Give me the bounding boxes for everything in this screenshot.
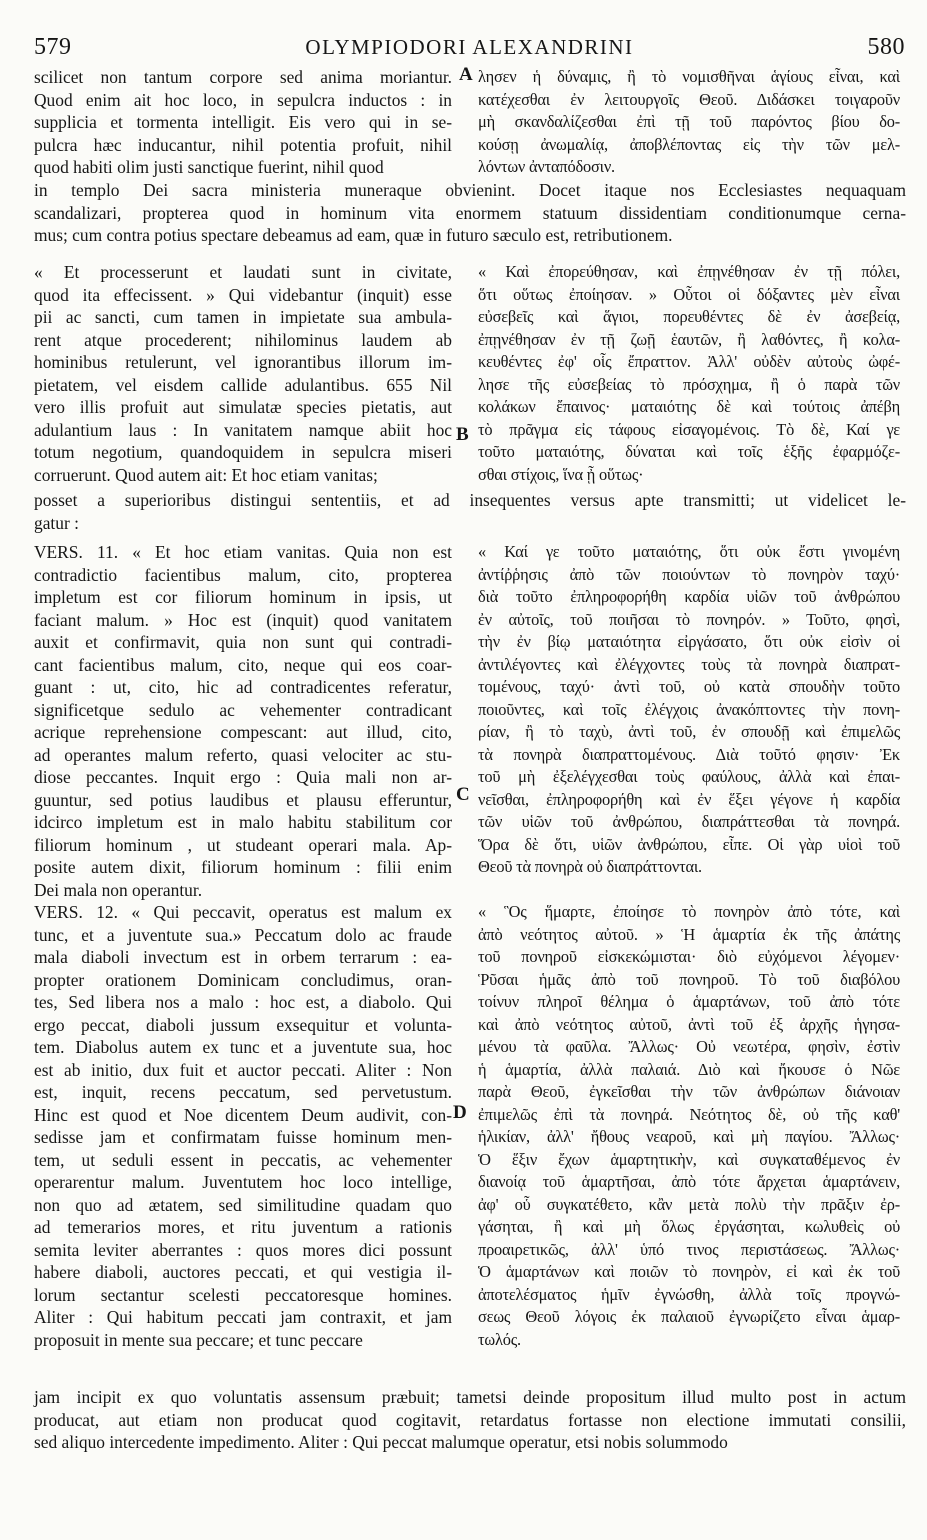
text-line: τομένους, ταχύ· ἀντὶ τοῦ, οὐ κατὰ σπουδὴν τοῦτο [478,677,900,696]
text-line: ρίαν, ἢ τὸ ταχὺ, ἀντὶ τοῦ, ἐν σπουδῇ καὶ ἐπιμελῶς [478,722,900,741]
text-line: Ὁ ἕξιν ἔχων ἁμαρτητικὴν, καὶ συγκαταθέμενος ἐν [478,1149,900,1169]
page-number-left: 579 [34,34,72,60]
text-line: tunc, et a juventute sua.» Peccatum dolo ac fraude [34,924,452,945]
text-line: γάσηται, ἢ καὶ μὴ ὅλως ἐργάσηται, κωλυθεὶς οὐ [478,1217,900,1236]
text-line: non quo ad ætatem, sed similitudine quadam quo [34,1194,452,1215]
text-line: Quod enim ait hoc loco, in sepulcra inductos : in [34,89,452,110]
text-line: κατέχεσθαι ἐν λειτουργοῖς Θεοῦ. Διδάσκει τοιγαροῦν [478,89,900,109]
text-line: ἡλικίαν, ἀλλ' ἤθους νεαροῦ, καὶ μὴ παγίου. Ἄλλως· [478,1127,900,1146]
text-line: τοῦτο ματαιότης, δύναται καὶ τοῖς ἑξῆς ἐφαρμόζε- [478,442,900,461]
text-line: ποιοῦντες, καὶ τοῖς ἐλέγχοις ἀνακόπτοντες τὴν πονη- [478,699,900,719]
text-line: corruerunt. Quod autem ait: Et hoc etiam vanitas; [34,464,378,485]
text-line: ad operantes malum referto, quasi velociter ac stu- [34,744,452,765]
text-line: guant : ut, cito, hic ad contradicentes referatur, [34,677,452,697]
full-width-paragraph-3 [34,1386,906,1454]
text-line: propter orationem Dominicam concludimus, oran- [34,969,452,990]
text-line: ἐπῃνέθησαν ἐν τῇ ζωῇ ἑαυτῶν, ἢ λαθόντες, ἢ κολα- [478,329,900,349]
text-line: ἐπιμελῶς ἐπὶ τὰ πονηρά. Νεότητος δὲ, οὐ τῆς καθ' [478,1104,900,1124]
text-line: ὅτι οὕτως ἐποίησαν. » Οὗτοι οἱ δόξαντες μὲν εἶναι [478,284,900,304]
text-line: τοίνυν πληροῖ θέλημα ὁ ἁμαρτάνων, τοῦ ἀπὸ τότε [478,992,900,1011]
text-line: tem. Diabolus autem ex tunc et a juventute sua, hoc [34,1037,452,1057]
text-line: διανοίᾳ τοῦ ἁμαρτῆσαι, ἀπὸ τότε ἄρχεται ἁμαρτάνειν, [478,1172,900,1191]
text-line: Ὁ ἁμαρτάνων καὶ ποιῶν τὸ πονηρὸν, εἰ καὶ ἐκ τοῦ [478,1262,900,1281]
text-line: semita leviter aberrantes : quos mores dici possunt [34,1239,452,1260]
text-line: in templo Dei sacra ministeria muneraque obvienint. Docet itaque nos Ecclesiastes nequaquam [34,180,906,200]
text-line: tes, Sed libera nos a malo : hoc est, a diabolo. Qui [34,992,452,1012]
text-line: pii ac sancti, cum tamen in impietate sua ambula- [34,307,452,327]
text-line: significetque sedulo ac vehementer contradicant [34,699,452,720]
text-line: τὰ πονηρὰ διαπραττομένους. Διὰ τοῦτό φησιν· Ἐκ [478,744,900,764]
text-line: προαιρετικῶς, ἀλλ' ὑπό τινος περιστάσεως. Ἄλλως· [478,1239,900,1259]
text-line: τωλός. [478,1329,521,1349]
text-line: tem, ut seduli essent in peccatis, ac vehementer [34,1149,452,1170]
text-line [478,879,900,902]
text-line: sed aliquo intercedente impedimento. Aliter : Qui peccat malumque operatur, etsi nobis solummodo [34,1432,728,1452]
text-line: μένου τὰ φαῦλα. Ἄλλως· Οὐ νεωτέρα, φησὶν, ἐστὶν [478,1037,900,1056]
text-line: τοῦ μὴ ἐξελέγχεσθαι τοὺς φαύλους, ἀλλὰ καὶ ἐπαι- [478,767,900,786]
text-line: quod habiti olim justi sanctique fuerint, nihil quod [34,157,384,177]
text-line: sedisse jam et confirmatam fuisse hominum men- [34,1127,452,1147]
text-line: est ab initio, dux fuit et auctor peccati. Aliter : Non [34,1059,452,1080]
text-line: proposuit in mente sua peccare; et tunc peccare [34,1329,363,1350]
text-line: ad temerarios mores, et ritu juventum a rationis [34,1217,452,1237]
section-marker-c: C [456,784,470,805]
text-line: καὶ ἀπὸ νεότητος αὐτοῦ, ἀντὶ τοῦ ἐξ ἀρχῆς ἡγησα- [478,1014,900,1034]
text-line: Ῥῦσαι ἡμᾶς ἀπὸ τοῦ πονηροῦ. Τὸ τοῦ διαβόλου [478,969,900,989]
text-line: τοῦ πονηροῦ εἰσκεκώμισται· διὸ εὐχόμενοι λέγομεν· [478,947,900,966]
text-line: diose peccantes. Inquit ergo : Quia mali non ar- [34,767,452,787]
text-line: « Καὶ ἐπορεύθησαν, καὶ ἐπῃνέθησαν ἐν τῇ πόλει, [478,262,900,281]
greek-column-block-3 [478,541,900,1351]
text-line: est, inquit, recens peccatum, sed pervetustum. [34,1082,452,1102]
text-line: Hinc est quod et Noe dicentem Deum audivit, con- [34,1104,452,1125]
text-line: ἀντιλέγοντες καὶ ἐλέγχοντες τοὺς τὰ πονηρὰ διαπρατ- [478,654,900,674]
text-line: σθαι στίχοις, ἵνα ᾖ οὕτως· [478,464,644,484]
text-line: cant facientibus malum, cito, neque qui eos coar- [34,654,452,675]
text-line: posite autem dixit, filiorum hominum : filii enim [34,857,452,877]
text-line: ergo peccat, diaboli jussum exsequitur et volunta- [34,1014,452,1035]
text-line: scandalizari, propterea quod in hominum vita enormem statuum dissidentiam conditionumque cerna- [34,202,906,223]
text-line: quod ita effecissent. » Qui videbantur (inquit) esse [34,284,452,305]
text-line: scilicet non tantum corpore sed anima moriantur. [34,67,452,87]
text-line: acrique reprehensione compescant: aut illud, cito, [34,722,452,742]
text-line: νεῖσθαι, ἐπληροφορήθη καὶ ἐν ἕξει γέγονε ἡ καρδία [478,789,900,809]
text-line: διὰ τοῦτο ἐπληροφορήθη καρδία υἱῶν τοῦ ἀνθρώπου [478,587,900,606]
text-line: Ὅρα δὲ ὅτι, υἱῶν ἀνθρώπου, εἶπε. Οἱ γὰρ υἱοὶ τοῦ [478,834,900,854]
page-header [34,34,905,62]
text-line: ἀντίῤῥησις ἀπὸ τῶν ποιούντων τὸ πονηρὸν ταχύ· [478,564,900,584]
text-line: vero illis profuit aut simulatæ species pietatis, aut [34,397,452,417]
text-line: τὸ πρᾶγμα εἰς τάφους εἰσαγομένοις. Τὸ δὲ, Καί γε [478,419,900,439]
text-line: guuntur, sed potius laudibus et plausu efferuntur, [34,789,452,810]
text-line: faciant malum. » Hoc est (inquit) quod vanitatem [34,609,452,630]
text-line: auxit et confirmavit, quia non sunt qui contradi- [34,632,452,652]
text-line: Dei mala non operantur. [34,879,203,900]
text-line: κούσῃ ἀνωμαλίᾳ, ἀποβλέποντας εἰς τὴν τῶν μελ- [478,134,900,154]
text-line: filiorum hominum , ut studeant operari mala. Ap- [34,834,452,855]
text-line: ἀποτελέσματος ἡμῖν ἐγνώσθη, ἀλλὰ τοῖς προγνώ- [478,1284,900,1304]
text-line: κευθέντες ἐφ' οἷς ἔπραττον. Ἀλλ' οὐδὲν αὐτοὺς ὠφέ- [478,352,900,371]
text-line: λησε τῆς εὐσεβείας τὸ πρόσχημα, ἢ ὁ παρὰ τῶν [478,374,900,394]
text-line: εὐσεβεῖς καὶ ἅγιοι, πορευθέντες δὲ ἐν ἀσεβείᾳ, [478,307,900,326]
text-line: hominibus retulerunt, vel ignorantibus illorum im- [34,352,452,372]
text-line: lorum sectantur scelesti peccatoresque homines. [34,1284,452,1305]
text-line: pietatem, vel eisdem callide adulantibus. 655 Nil [34,374,452,395]
text-line: contradictio facientibus malum, cito, propterea [34,564,452,585]
text-line: pulcra hæc inducantur, nihil potentia profuit, nihil [34,134,452,155]
text-line: λόντων ἀνταπόδοσιν. [478,157,615,176]
text-line: operarentur malum. Juventutem hoc loco intellige, [34,1172,452,1192]
text-line: λησεν ἡ δύναμις, ἢ τὸ νομισθῆναι ἁγίους εἶναι, καὶ [478,67,900,86]
section-marker-d: D [453,1102,467,1123]
text-line: VERS. 12. « Qui peccavit, operatus est malum ex [34,902,452,922]
latin-column-block-2 [34,261,452,486]
running-title: OLYMPIODORI ALEXANDRINI [305,35,634,59]
text-line: μὴ σκανδαλίζεσθαι ἐπὶ τῇ τοῦ παρόντος βίου δο- [478,112,900,131]
text-line: « Et processerunt et laudati sunt in civitate, [34,262,452,282]
text-line: rent atque procederent; nihilominus laudem ab [34,329,452,350]
text-line: σεως Θεοῦ λόγοις ἐκ παλαιοῦ ἐγνωρίζετο εἶναι ἁμαρ- [478,1307,900,1326]
text-line: ἐν αὐτοῖς, τοῦ ποιῆσαι τὸ πονηρόν. » Τοῦτο, φησὶ, [478,609,900,629]
page-number-right: 580 [867,34,905,60]
text-line: ἀπὸ νεότητος αὐτοῦ. » Ἡ ἁμαρτία ἐκ τῆς ἀπάτης [478,924,900,944]
text-line: totum negotium, quandoquidem in sepulcra miseri [34,442,452,462]
text-line: supplicia et tormenta intelligit. Eis vero qui in se- [34,112,452,132]
text-line: VERS. 11. « Et hoc etiam vanitas. Quia non est [34,542,452,562]
text-line: idcirco impletum est in malo habitu stabilitum cor [34,812,452,832]
text-line: παρὰ Θεοῦ, ἐγκεῖσθαι τὴν τῶν ἀνθρώπων διάνοιαν [478,1082,900,1101]
text-line: impletum est cor filiorum hominum in ipsis, ut [34,587,452,607]
text-line: posset a superioribus distingui sententiis, et ad insequentes versus apte transmitti; ut videlicet le- [34,490,906,510]
latin-column-block-1 [34,66,452,179]
greek-column-block-1 [478,66,900,179]
text-line: ἡ ἁμαρτία, ἀλλὰ παλαιά. Διὸ καὶ ἤκουσε ὁ Νῶε [478,1059,900,1079]
text-line: « Καί γε τοῦτο ματαιότης, ὅτι οὐκ ἔστι γινομένη [478,542,900,561]
full-width-paragraph-1 [34,179,906,247]
text-line: Θεοῦ τὰ πονηρὰ οὐ διαπράττονται. [478,857,702,876]
text-line: adulantium laus : In vanitatem namque abiit hoc [34,419,452,440]
text-line: τὴν ἐν βίῳ ματαιότητα εἰργάσατο, ὅτι οὐκ εἰσὶν οἱ [478,632,900,651]
text-line: habere diaboli, auctores peccati, et qui vestigia il- [34,1262,452,1282]
text-line: ἀφ' οὗ συγκατέθετο, κἂν μετὰ πολὺ τὴν πρᾶξιν ἐρ- [478,1194,900,1214]
text-line: producat, aut etiam non producat quod cogitavit, retardatus fortasse non electione immutati consilii, [34,1409,906,1430]
greek-column-block-2 [478,261,900,486]
text-line: τῶν υἱῶν τοῦ ἀνθρώπου, διαπράττεσθαι τὰ πονηρά. [478,812,900,831]
text-line: mus; cum contra potius spectare debeamus ad eam, quæ in futuro sæculo est, retributionem. [34,225,673,245]
full-width-paragraph-2 [34,489,906,534]
text-line: mala diaboli invectum est in orbem terrarum : ea- [34,947,452,967]
text-line: « Ὃς ἥμαρτε, ἐποίησε τὸ πονηρὸν ἀπὸ τότε, καὶ [478,902,900,921]
text-line: jam incipit ex quo voluntatis assensum præbuit; tametsi deinde propositum illud multo post in actum [34,1387,906,1407]
text-line: κολάκων ἔπαινος· ματαιότης δὲ καὶ τούτοις ἀπέβη [478,397,900,416]
text-line: gatur : [34,512,79,533]
section-marker-a: A [459,64,473,85]
section-marker-b: B [456,424,469,445]
text-line: Aliter : Qui habitum peccati jam contraxit, et jam [34,1307,452,1327]
latin-column-block-3 [34,541,452,1351]
